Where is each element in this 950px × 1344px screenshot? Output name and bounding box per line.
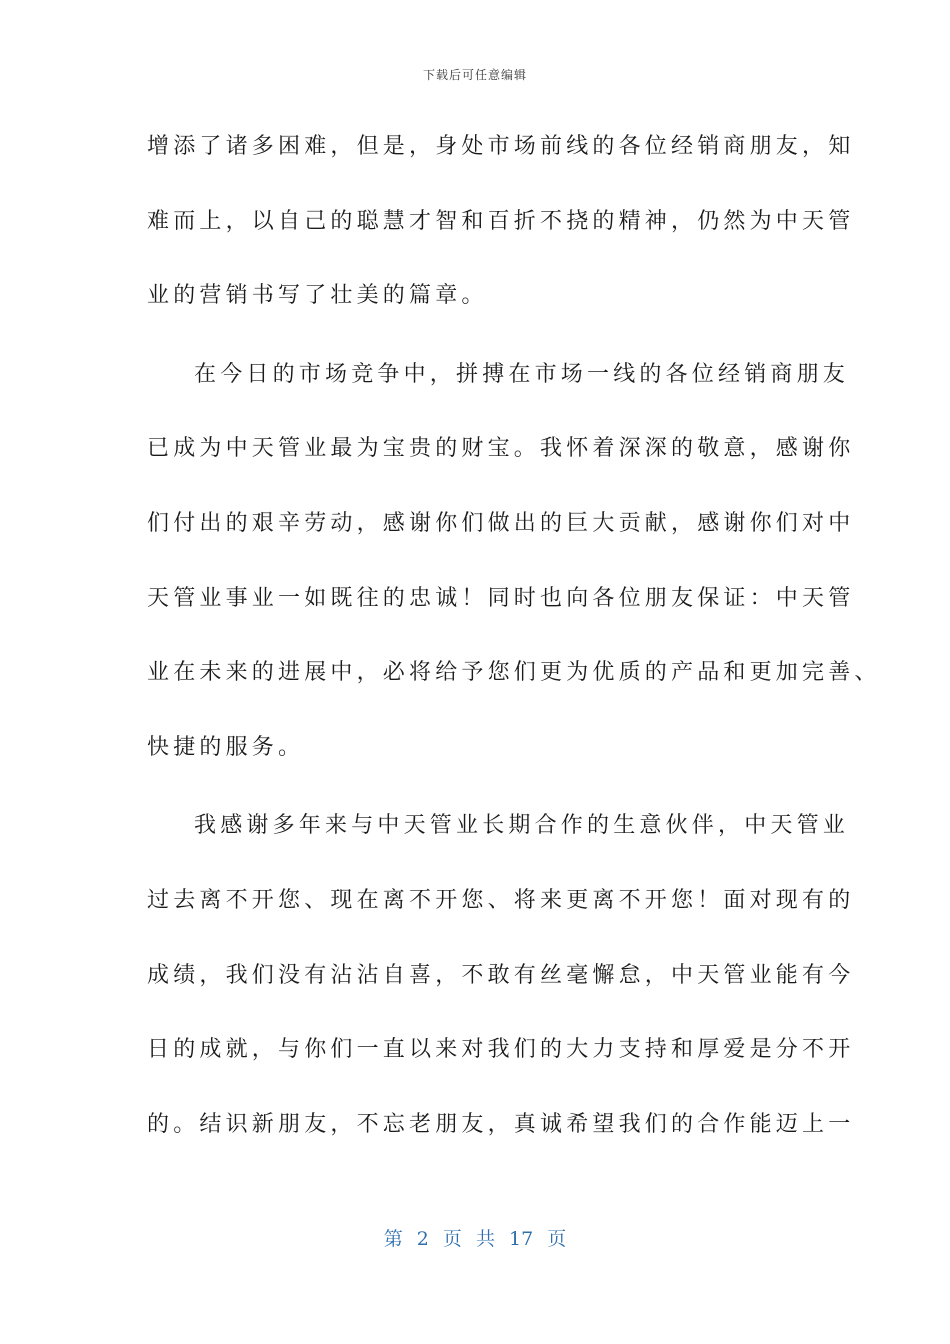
document-body [147, 122, 881, 1174]
text-line: 们付出的艰辛劳动，感谢你们做出的巨大贡献，感谢你们对中 [147, 510, 855, 536]
text-line: 业的营销书写了壮美的篇章。 [147, 283, 488, 309]
text-line: 过去离不开您、现在离不开您、将来更离不开您！面对现有的 [147, 887, 855, 913]
text-line: 增添了诸多困难，但是，身处市场前线的各位经销商朋友，知 [147, 134, 855, 159]
text-line: 天管业事业一如既往的忠诚！同时也向各位朋友保证：中天管 [147, 585, 855, 611]
text-line: 难而上，以自己的聪慧才智和百折不挠的精神，仍然为中天管 [147, 208, 855, 234]
text-line: 我感谢多年来与中天管业长期合作的生意伙伴，中天管业 [194, 813, 850, 839]
text-line: 的。结识新朋友，不忘老朋友，真诚希望我们的合作能迈上一 [147, 1111, 855, 1137]
text-line: 日的成就，与你们一直以来对我们的大力支持和厚爱是分不开 [147, 1037, 855, 1063]
text-line: 已成为中天管业最为宝贵的财宝。我怀着深深的敬意，感谢你 [147, 436, 855, 462]
page-number-footer: 第 2 页 共 17 页 [383, 1228, 567, 1250]
text-line: 在今日的市场竞争中，拼搏在市场一线的各位经销商朋友 [194, 361, 850, 387]
text-line: 成绩，我们没有沾沾自喜，不敢有丝毫懈怠，中天管业能有今 [147, 962, 855, 988]
page-header-note: 下载后可任意编辑 [422, 68, 527, 82]
text-line: 快捷的服务。 [147, 734, 305, 760]
text-line: 业在未来的进展中，必将给予您们更为优质的产品和更加完善、 [147, 660, 881, 686]
